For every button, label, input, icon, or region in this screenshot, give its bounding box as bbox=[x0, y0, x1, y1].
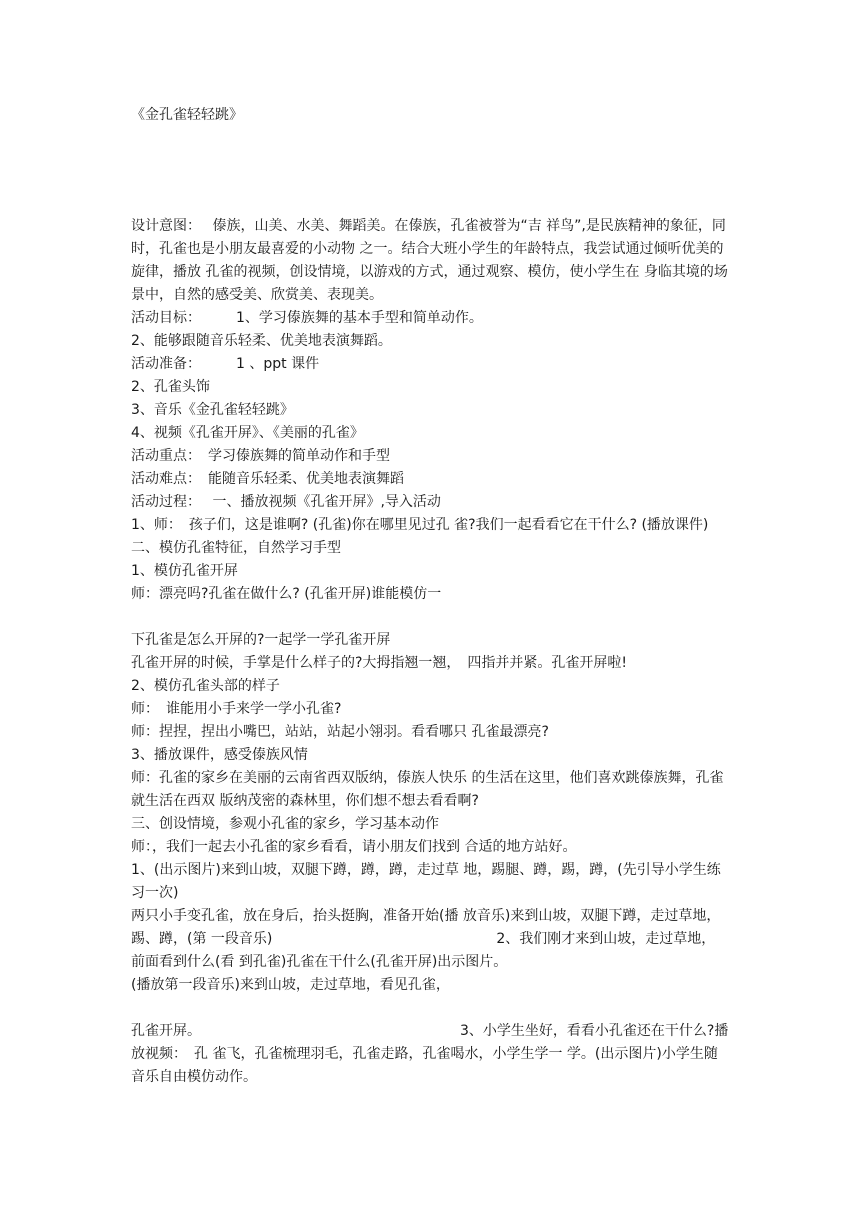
paragraph-teacher-5: 师：，我们一起去小孔雀的家乡看看，请小朋友们找到 合适的地方站好。 bbox=[131, 839, 577, 855]
paragraph-two-hands: 两只小手变孔雀，放在身后，抬头挺胸，准备开始(播 放音乐)来到山坡，双腿下蹲，走过草地，踢、蹲，(第 一段音乐) 2、我们刚才来到山坡，走过草地，前面看到什么(看 到孔雀)孔雀在干什么(孔雀开屏)出示图片。 bbox=[131, 908, 721, 970]
paragraph-teacher-1: 师：漂亮吗?孔雀在做什么? (孔雀开屏)谁能模仿一 bbox=[131, 586, 442, 602]
paragraph-step-slope: 1、(出示图片)来到山坡，双腿下蹲，蹲，蹲，走过草 地，踢腿、蹲，踢，蹲，(先引导小学生练习一次) bbox=[131, 862, 721, 901]
paragraph-goal-1: 活动目标： 1、学习傣族舞的基本手型和简单动作。 bbox=[131, 310, 483, 326]
paragraph-teacher-4: 师：孔雀的家乡在美丽的云南省西双版纳，傣族人快乐 的生活在这里，他们喜欢跳傣族舞，孔雀就生活在西双 版纳茂密的森林里，你们想不想去看看啊? bbox=[131, 770, 724, 809]
paragraph-prep-2: 2、孔雀头饰 bbox=[131, 379, 210, 395]
paragraph-section-3: 三、创设情境，参观小孔雀的家乡，学习基本动作 bbox=[131, 816, 439, 832]
paragraph-prep-4: 4、视频《孔雀开屏》、《美丽的孔雀》 bbox=[131, 425, 364, 441]
paragraph-section-2: 二、模仿孔雀特征，自然学习手型 bbox=[131, 540, 341, 556]
paragraph-prep-3: 3、音乐《金孔雀轻轻跳》 bbox=[131, 402, 294, 418]
paragraph-design-intent: 设计意图： 傣族，山美、水美、舞蹈美。在傣族，孔雀被誉为“吉 祥鸟”,是民族精神的象征，同时，孔雀也是小朋友最喜爱的小动物 之一。结合大班小学生的年龄特点，我尝试通过倾听优美的旋律，播放 孔雀的视频，创设情境，以游戏的方式，通过观察、模仿，使小学生在 身临其境的场景中，自然的感受美、欣赏美、表现美。 bbox=[131, 218, 728, 303]
blank-line bbox=[131, 997, 729, 1020]
paragraph-music-1: (播放第一段音乐)来到山坡，走过草地，看见孔雀， bbox=[131, 977, 450, 993]
paragraph-teacher-2: 师： 谁能用小手来学一学小孔雀? bbox=[131, 701, 342, 717]
paragraph-imitate-2: 2、模仿孔雀头部的样子 bbox=[131, 678, 280, 694]
document-title: 《金孔雀轻轻跳》 bbox=[131, 107, 243, 123]
paragraph-closing: 孔雀开屏。 3、小学生坐好，看看小孔雀还在干什么?播放视频： 孔 雀飞，孔雀梳理羽毛，孔雀走路，孔雀喝水，小学生学一 学。(出示图片)小学生随音乐自由模仿动作。 bbox=[131, 1023, 729, 1085]
paragraph-imitate-1: 1、模仿孔雀开屏 bbox=[131, 563, 238, 579]
paragraph-difficulty: 活动难点： 能随音乐轻柔、优美地表演舞蹈 bbox=[131, 471, 404, 487]
paragraph-goal-2: 2、能够跟随音乐轻柔、优美地表演舞蹈。 bbox=[131, 333, 392, 349]
document-body bbox=[131, 215, 729, 1089]
paragraph-step-1: 1、师： 孩子们，这是谁啊? (孔雀)你在哪里见过孔 雀?我们一起看看它在干什么? (播放课件) bbox=[131, 517, 709, 533]
paragraph-learn-open: 下孔雀是怎么开屏的?一起学一学孔雀开屏 bbox=[131, 632, 391, 648]
paragraph-prep-1: 活动准备： 1 、ppt 课件 bbox=[131, 356, 320, 372]
paragraph-hand-shape: 孔雀开屏的时候，手掌是什么样子的?大拇指翘一翘， 四指并并紧。孔雀开屏啦! bbox=[131, 655, 628, 671]
paragraph-key-point: 活动重点： 学习傣族舞的简单动作和手型 bbox=[131, 448, 390, 464]
paragraph-imitate-3: 3、播放课件，感受傣族风情 bbox=[131, 747, 308, 763]
paragraph-teacher-3: 师：捏捏，捏出小嘴巴，站站，站起小翎羽。看看哪只 孔雀最漂亮? bbox=[131, 724, 549, 740]
blank-line bbox=[131, 606, 729, 629]
paragraph-process: 活动过程： 一、播放视频《孔雀开屏》,导入活动 bbox=[131, 494, 441, 510]
